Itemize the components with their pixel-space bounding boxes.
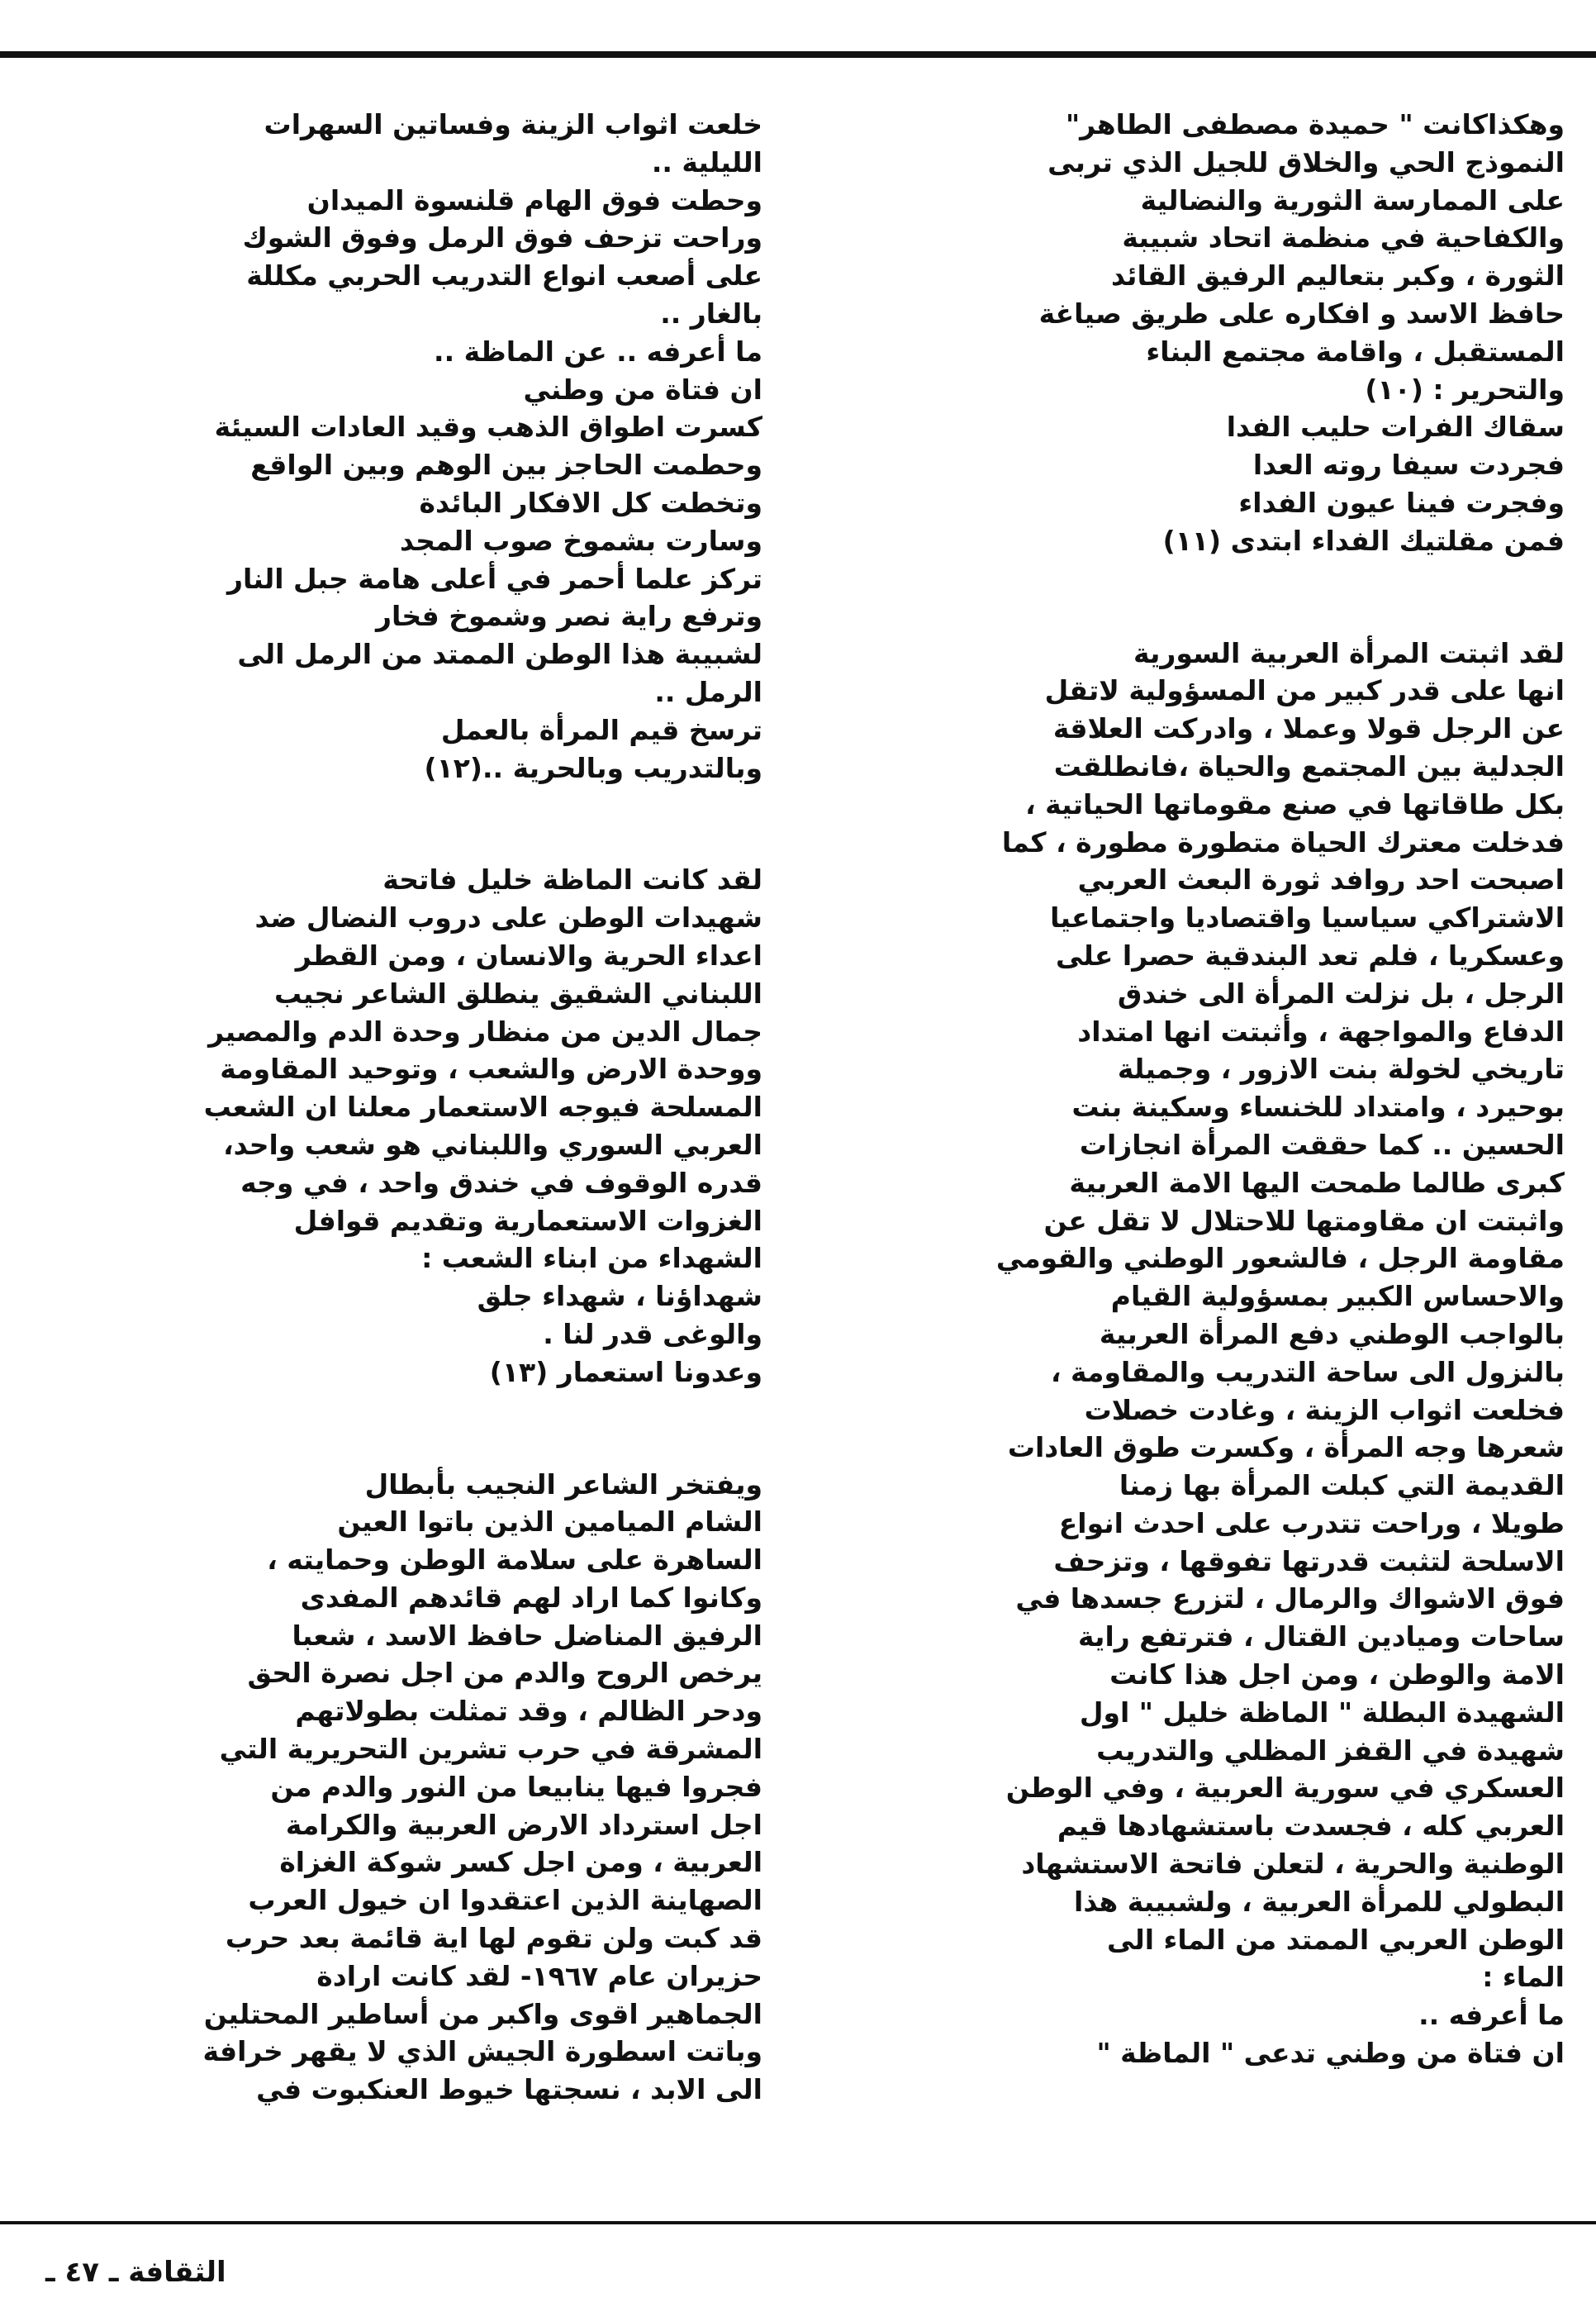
left-column: [15, 106, 762, 2209]
bottom-rule: [0, 2221, 1596, 2224]
left-column-paragraph-2: لقد كانت الماظة خليل فاتحة شهيدات الوطن على دروب النضال ضد اعداء الحرية والانسان ، ومن القطر اللبناني الشقيق ينطلق الشاعر نجيب جمال الدين من منظار وحدة الدم والمصير ووحدة الارض والشعب ، وتوحيد المقاومة المسلحة فيوجه الاستعمار معلنا ان الشعب العربي السوري واللبناني هو شعب واحد، قدره الوقوف في خندق واحد ، في وجه الغزوات الاستعمارية وتقديم قوافل الشهداء من ابناء الشعب : شهداؤنا ، شهداء جلق والوغى قدر لنا . وعدونا استعمار (١٣): [203, 863, 762, 1388]
left-column-paragraph-1: خلعت اثواب الزينة وفساتين السهرات الليلية .. وحطت فوق الهام قلنسوة الميدان وراحت تزحف فوق الرمل وفوق الشوك على أصعب انواع التدريب الحربي مكللة بالغار .. ما أعرفه .. عن الماظة .. ان فتاة من وطني كسرت اطواق الذهب وقيد العادات السيئة وحطمت الحاجز بين الوهم وبين الواقع وتخطت كل الافكار البائدة وسارت بشموخ صوب المجد تركز علما أحمر في أعلى هامة جبل النار وترفع راية نصر وشموخ فخار لشبيبة هذا الوطن الممتد من الرمل الى الرمل .. ترسخ قيم المرأة بالعمل وبالتدريب وبالحرية ..(١٢): [214, 108, 762, 784]
right-column: [817, 106, 1565, 2209]
paragraph-gap: [15, 1391, 762, 1466]
page-footer: الثقافة ـ ٤٧ ـ: [45, 2256, 226, 2289]
right-column-paragraph-2: لقد اثبتت المرأة العربية السورية انها على قدر كبير من المسؤولية لاتقل عن الرجل قولا وعملا ، وادركت العلاقة الجدلية بين المجتمع والحياة ،فانطلقت بكل طاقاتها في صنع مقوماتها الحياتية ، فدخلت معترك الحياة متطورة مطورة ، كما اصبحت احد روافد ثورة البعث العربي الاشتراكي سياسيا واقتصاديا واجتماعيا وعسكريا ، فلم تعد البندقية حصرا على الرجل ، بل نزلت المرأة الى خندق الدفاع والمواجهة ، وأثبتت انها امتداد تاريخي لخولة بنت الازور ، وجميلة بوحيرد ، وامتداد للخنساء وسكينة بنت الحسين .. كما حققت المرأة انجازات كبرى طالما طمحت اليها الامة العربية واثبتت ان مقاومتها للاحتلال لا تقل عن مقاومة الرجل ، فالشعور الوطني والقومي والاحساس الكبير بمسؤولية القيام بالواجب الوطني دفع المرأة العربية بالنزول الى ساحة التدريب والمقاومة ، فخلعت اثواب الزينة ، وغادت خصلات شعرها وجه المرأة ، وكسرت طوق العادات القديمة التي كبلت المرأة بها زمنا طويلا ، وراحت تتدرب على احدث انواع الاسلحة لتثبت قدرتها تفوقها ، وتزحف فوق الاشواك والرمال ، لتزرع جسدها في ساحات وميادين القتال ، فترتفع راية الامة والوطن ، ومن اجل هذا كانت الشهيدة البطلة " الماظة خليل " اول شهيدة في القفز المظلي والتدريب العسكري في سورية العربية ، وفي الوطن العربي كله ، فجسدت باستشهادها قيم الوطنية والحرية ، لتعلن فاتحة الاستشهاد البطولي للمرأة العربية ، ولشبيبة هذا الوطن العربي الممتد من الماء الى الماء : ما أعرفه .. ان فتاة من وطني تدعى " الماظة ": [995, 636, 1565, 2070]
paragraph-gap: [817, 560, 1565, 635]
top-rule: [0, 51, 1596, 58]
paragraph-gap: [15, 787, 762, 861]
right-column-paragraph-1: وهكذاكانت " حميدة مصطفى الطاهر" النموذج الحي والخلاق للجيل الذي تربى على الممارسة الثورية والنضالية والكفاحية في منظمة اتحاد شبيبة الثورة ، وكبر بتعاليم الرفيق القائد حافظ الاسد و افكاره على طريق صياغة المستقبل ، واقامة مجتمع البناء والتحرير : (١٠) سقاك الفرات حليب الفدا فجردت سيفا روته العدا وفجرت فينا عيون الفداء فمن مقلتيك الفداء ابتدى (١١): [1038, 108, 1565, 557]
left-column-paragraph-3: ويفتخر الشاعر النجيب بأبطال الشام الميامين الذين باتوا العين الساهرة على سلامة الوطن وحمايته ، وكانوا كما اراد لهم قائدهم المفدى الرفيق المناضل حافظ الاسد ، شعبا يرخص الروح والدم من اجل نصرة الحق ودحر الظالم ، وقد تمثلت بطولاتهم المشرقة في حرب تشرين التحريرية التي فجروا فيها ينابيعا من النور والدم من اجل استرداد الارض العربية والكرامة العربية ، ومن اجل كسر شوكة الغزاة الصهاينة الذين اعتقدوا ان خيول العرب قد كبت ولن تقوم لها اية قائمة بعد حرب حزيران عام ١٩٦٧- لقد كانت ارادة الجماهير اقوى واكبر من أساطير المحتلين وباتت اسطورة الجيش الذي لا يقهر خرافة الى الابد ، نسجتها خيوط العنكبوت في: [202, 1467, 762, 2106]
